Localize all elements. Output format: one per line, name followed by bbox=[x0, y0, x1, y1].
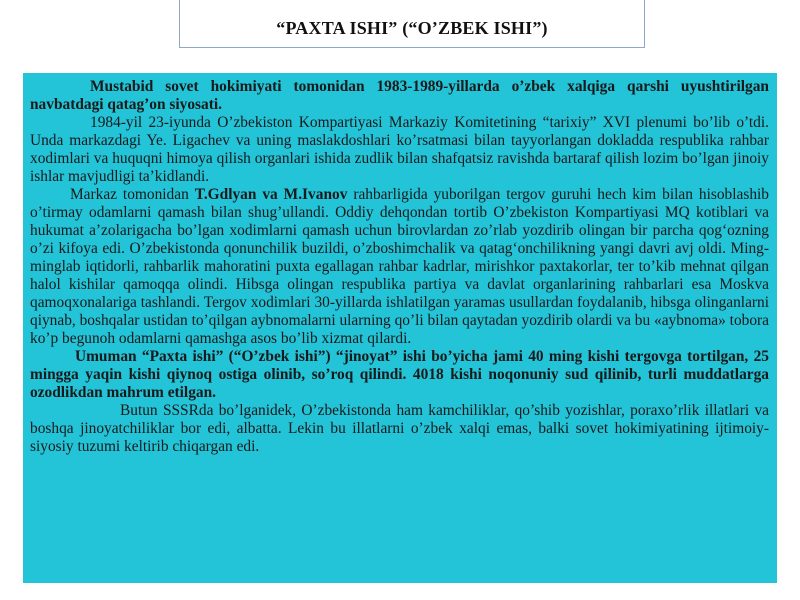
paragraph-investigation bbox=[30, 186, 769, 348]
paragraph-plenum: 1984-yil 23-iyunda O’zbekiston Kompartiyasi Markaziy Komitetining “tarixiy” XVI plenumi bo’lib o’tdi. Unda markazdagi Ye. Ligachev va uning maslakdoshlari ko’rsatmasi bilan tayyorlangan dokladda respublika rahbar xodimlari va huquqni himoya qilish organlari ishida zudlik bilan shafqatsiz ravishda bartaraf qilish lozim bo’lgan jinoiy ishlar mavjudligi ta’kidlandi. bbox=[30, 114, 769, 185]
paragraph-conclusion: Butun SSSRda bo’lganidek, O’zbekistonda ham kamchiliklar, qo’shib yozishlar, poraxo’rlik illatlari va boshqa jinoyatchiliklar bor edi, albatta. Lekin bu illatlarni o’zbek xalqi emas, balki sovet hokimiyatining ijtimoiy-siyosiy tuzumi keltirib chiqargan edi. bbox=[30, 402, 769, 455]
paragraph-intro: Mustabid sovet hokimiyati tomonidan 1983-1989-yillarda o’zbek xalqiga qarshi uyushtirilgan navbatdagi qatag’on siyosati. bbox=[30, 78, 769, 113]
content-panel bbox=[23, 73, 777, 583]
page-title: “PAXTA ISHI” (“O’ZBEK ISHI”) bbox=[276, 18, 548, 38]
paragraph-investigation-body: rahbarligida yuborilgan tergov guruhi hech kim bilan hisoblashib o’tirmay odamlarni qamash bilan shug’ullandi. Oddiy dehqondan tortib O’zbekiston Kompartiyasi MQ kotiblari va hukumat a’zolarigacha bo’lgan xodimlarni qamash uchun birovlardan zo’rlab yozdirib olingan bir parcha qog‘ozning o’zi kifoya edi. O’zbekistonda qonunchilik buzildi, o’zboshimchalik va qatag‘onchilikning yangi davri avj oldi. Ming-minglab iqtidorli, rahbarlik mahoratini puxta egallagan rahbar kadrlar, mirishkor paxtakorlar, ter to’kib mehnat qilgan halol kishilar qamoqqa olindi. Hibsga olingan respublika partiya va davlat organlarining rahbarlari esa Moskva qamoqxonalariga tashlandi. Tergov xodimlari 30-yillarda ishlatilgan yaramas usullardan foydalanib, hibsga olinganlarni qiynab, boshqalar ustidan to’qilgan aybnomalarni ularning qo’li bilan qaytadan yozdirib olardi va bu «aybnoma» tobora ko’p begunoh odamlarni qamashga asos bo’lib xizmat qilardi. bbox=[30, 186, 769, 347]
investigator-names: T.Gdlyan va M.Ivanov bbox=[194, 186, 348, 203]
paragraph-investigation-lead: Markaz tomonidan bbox=[70, 186, 195, 203]
paragraph-statistics: Umuman “Paxta ishi” (“O’zbek ishi”) “jinoyat” ishi bo’yicha jami 40 ming kishi tergovga tortilgan, 25 mingga yaqin kishi qiynoq ostiga olinib, so’roq qilindi. 4018 kishi noqonuniy sud qilinib, turli muddatlarga ozodlikdan mahrum etilgan. bbox=[30, 348, 769, 401]
title-box bbox=[179, 0, 645, 48]
